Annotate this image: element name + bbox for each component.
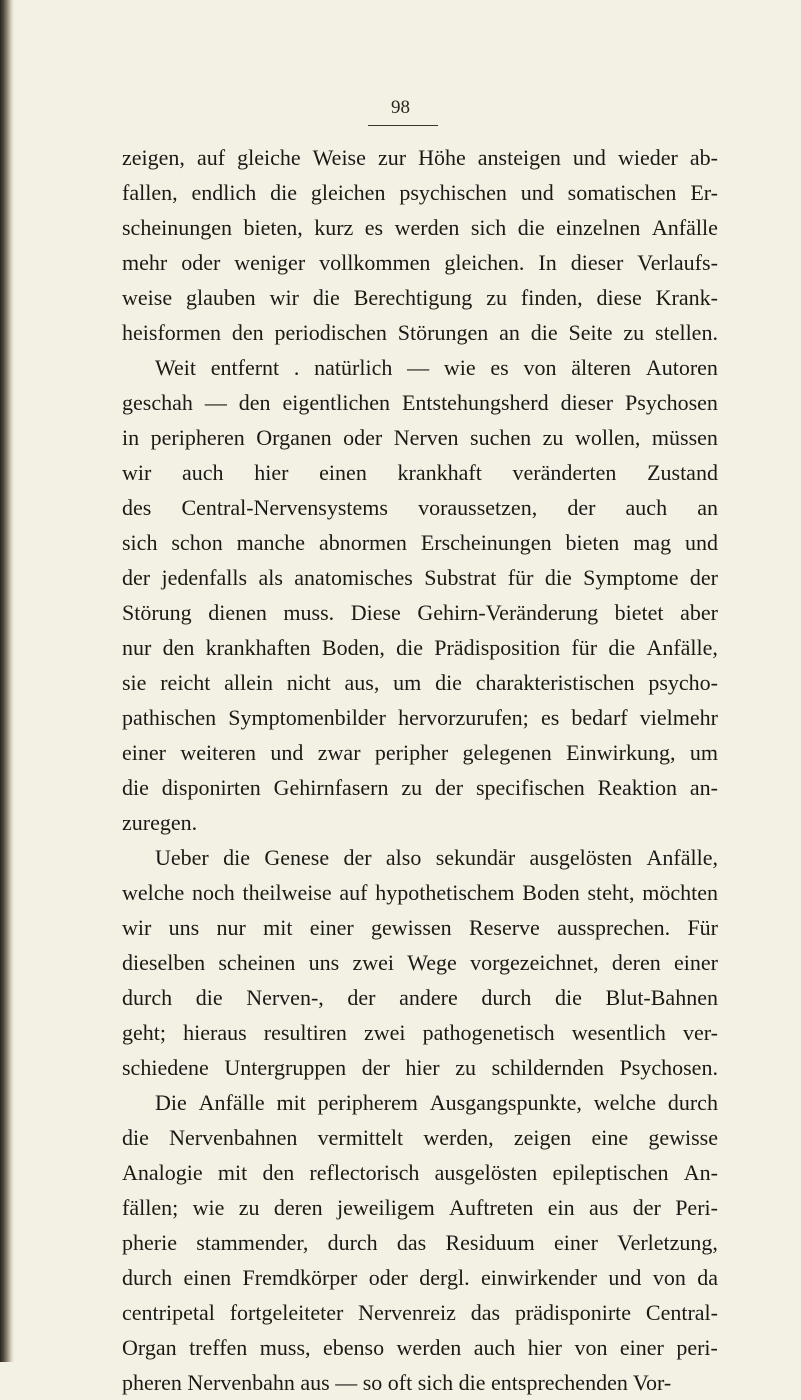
text-line: Weit entfernt . natürlich — wie es von älteren Autoren xyxy=(155,355,718,380)
text-line: fallen, endlich die gleichen psychischen und somatischen Er- xyxy=(122,180,718,205)
text-line: centripetal fortgeleiteter Nervenreiz das prädisponirte Central- xyxy=(122,1300,718,1325)
text-line: sie reicht allein nicht aus, um die charakteristischen psycho- xyxy=(122,670,718,695)
text-line: durch einen Fremdkörper oder dergl. einwirkender und von da xyxy=(122,1265,718,1290)
text-line: welche noch theilweise auf hypothetischem Boden steht, möchten xyxy=(122,880,718,905)
text-line: des Central-Nervensystems voraussetzen, der auch an xyxy=(122,495,718,520)
page-number-rule xyxy=(368,125,438,126)
page-number: 98 xyxy=(391,97,410,118)
text-line: weise glauben wir die Berechtigung zu finden, diese Krank- xyxy=(122,285,718,310)
text-line: pheren Nervenbahn aus — so oft sich die entsprechenden Vor- xyxy=(122,1370,672,1395)
page-binding-edge xyxy=(0,0,14,1362)
text-line: Störung dienen muss. Diese Gehirn-Veränderung bietet aber xyxy=(122,600,718,625)
text-line: die Nervenbahnen vermittelt werden, zeigen eine gewisse xyxy=(122,1125,718,1150)
text-line: dieselben scheinen uns zwei Wege vorgezeichnet, deren einer xyxy=(122,950,718,975)
text-line: Die Anfälle mit peripherem Ausgangspunkte, welche durch xyxy=(155,1090,718,1115)
text-line: mehr oder weniger vollkommen gleichen. In dieser Verlaufs- xyxy=(122,250,718,275)
text-line: sich schon manche abnormen Erscheinungen bieten mag und xyxy=(122,530,718,555)
text-line: wir uns nur mit einer gewissen Reserve aussprechen. Für xyxy=(122,915,718,940)
text-line: fällen; wie zu deren jeweiligem Auftreten ein aus der Peri- xyxy=(122,1195,718,1220)
body-text xyxy=(122,140,718,1400)
text-line: pherie stammender, durch das Residuum einer Verletzung, xyxy=(122,1230,718,1255)
text-line: scheinungen bieten, kurz es werden sich die einzelnen Anfälle xyxy=(122,215,718,240)
text-line: pathischen Symptomenbilder hervorzurufen; es bedarf vielmehr xyxy=(122,705,718,730)
text-line: durch die Nerven-, der andere durch die Blut-Bahnen xyxy=(122,985,718,1010)
text-line: Ueber die Genese der also sekundär ausgelösten Anfälle, xyxy=(155,845,718,870)
text-line: wir auch hier einen krankhaft veränderten Zustand xyxy=(122,460,718,485)
text-line: zeigen, auf gleiche Weise zur Höhe ansteigen und wieder ab- xyxy=(122,145,718,170)
text-line: in peripheren Organen oder Nerven suchen zu wollen, müssen xyxy=(122,425,718,450)
text-line: geht; hieraus resultiren zwei pathogenetisch wesentlich ver- xyxy=(122,1020,718,1045)
text-line: nur den krankhaften Boden, die Prädisposition für die Anfälle, xyxy=(122,635,718,660)
text-line: der jedenfalls als anatomisches Substrat für die Symptome der xyxy=(122,565,718,590)
text-line: Organ treffen muss, ebenso werden auch hier von einer peri- xyxy=(122,1335,718,1360)
text-line: einer weiteren und zwar peripher gelegenen Einwirkung, um xyxy=(122,740,718,765)
text-line: Analogie mit den reflectorisch ausgelösten epileptischen An- xyxy=(122,1160,718,1185)
text-line: heisformen den periodischen Störungen an die Seite zu stellen. xyxy=(122,320,718,345)
text-line: geschah — den eigentlichen Entstehungsherd dieser Psychosen xyxy=(122,390,718,415)
text-line: die disponirten Gehirnfasern zu der specifischen Reaktion an- xyxy=(122,775,718,800)
text-line: zuregen. xyxy=(122,810,198,835)
text-line: schiedene Untergruppen der hier zu schildernden Psychosen. xyxy=(122,1055,718,1080)
